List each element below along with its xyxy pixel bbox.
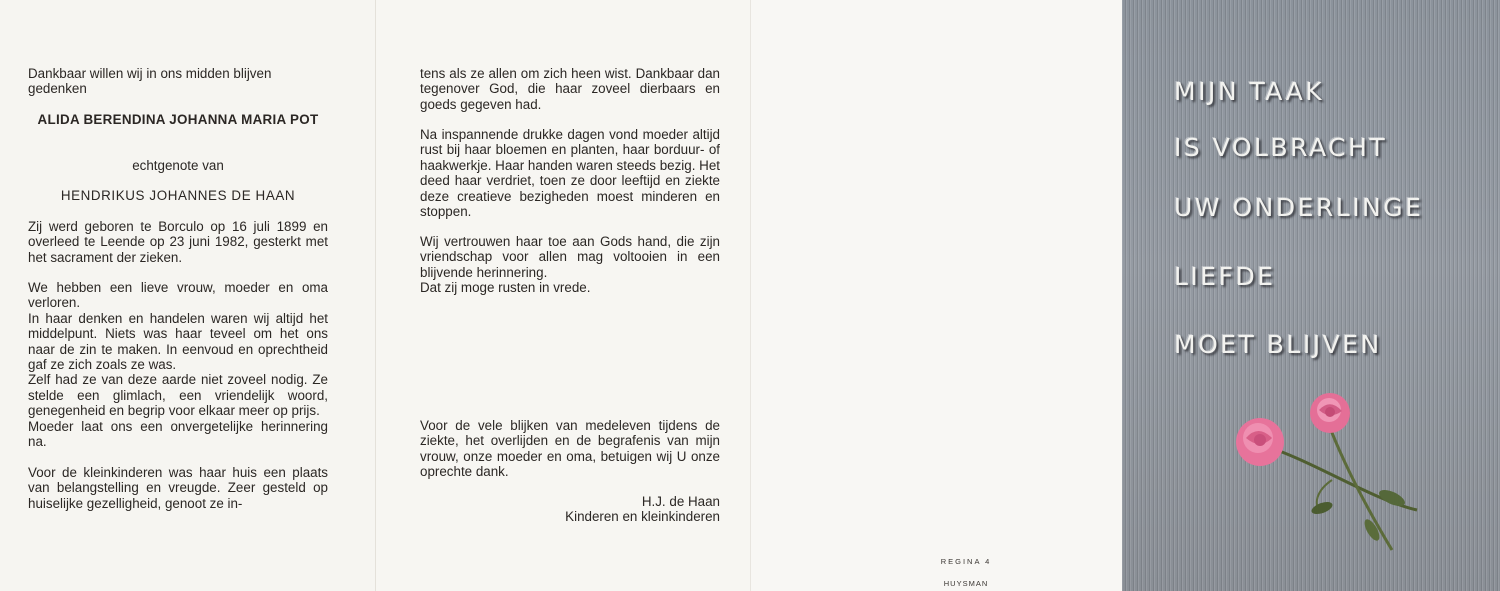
plaque-line-4: LIEFDE [1174, 262, 1276, 291]
hobbies-text: Na inspannende drukke dagen vond moeder altijd rust bij haar bloemen en planten, haar borduur- of haakwerkje. Haar handen waren steeds bezig. Het deed haar verdriet, toen ze door leeftijd en ziekte deze creatieve bezigheden moest minderen en stoppen. [420, 127, 720, 220]
signature-name: H.J. de Haan [641, 494, 720, 509]
prayer-text: Wij vertrouwen haar toe aan Gods hand, die zijn vriendschap voor allen mag voltooien in een blijvende herinnering. Dat zij moge rusten in vrede. [420, 234, 720, 296]
spouse-label: echtgenote van [132, 158, 224, 173]
memory-text: We hebben een lieve vrouw, moeder en oma verloren. In haar denken en handelen waren wij altijd het middelpunt. Niets was haar teveel om het ons naar de zin te maken. In eenvoud en oprechtheid gaf ze zich zoals ze was. Zelf had ze van deze aarde niet zoveel nodig. Ze stelde een glimlach, een vriendelijk woord, genegenheid en begrip voor elkaar meer op prijs. Moeder laat ons een onvergetelijke herinnering na. Voor de kleinkinderen was haar huis een plaats van belangstelling en vreugde. Zeer gesteld op huiselijke gezelligheid, genoot ze in- [28, 280, 328, 511]
continuation-text: tens als ze allen om zich heen wist. Dankbaar dan tegenover God, die haar zoveel dierbaars en goeds gegeven had. [420, 66, 720, 112]
plaque-line-1: MIJN TAAK [1174, 77, 1325, 106]
deceased-name: ALIDA BERENDINA JOHANNA MARIA POT [37, 112, 319, 127]
plaque-photo [1122, 0, 1500, 591]
birth-death-text: Zij werd geboren te Borculo op 16 juli 1899 en overleed te Leende op 23 juni 1982, gesterkt met het sacrament der zieken. [28, 219, 328, 265]
intro-text: Dankbaar willen wij in ons midden blijven gedenken [28, 66, 272, 97]
plaque-line-2: IS VOLBRACHT [1174, 133, 1388, 162]
spouse-name: HENDRIKUS JOHANNES DE HAAN [60, 188, 296, 203]
card-middle-panel [375, 0, 750, 591]
printer-code: REGINA 4 [940, 557, 992, 566]
signature-block [420, 494, 720, 525]
signature-family: Kinderen en kleinkinderen [565, 509, 720, 525]
printer-name: HUYSMAN [943, 579, 989, 588]
card-back-panel [750, 0, 1122, 591]
card-left-panel [0, 0, 375, 591]
plaque-line-5: MOET BLIJVEN [1174, 330, 1382, 359]
thanks-text: Voor de vele blijken van medeleven tijdens de ziekte, het overlijden en de begrafenis van mijn vrouw, onze moeder en oma, betuigen wij U onze oprechte dank. [420, 418, 720, 480]
roses-icon [1222, 380, 1422, 560]
plaque-line-3: UW ONDERLINGE [1174, 193, 1424, 222]
